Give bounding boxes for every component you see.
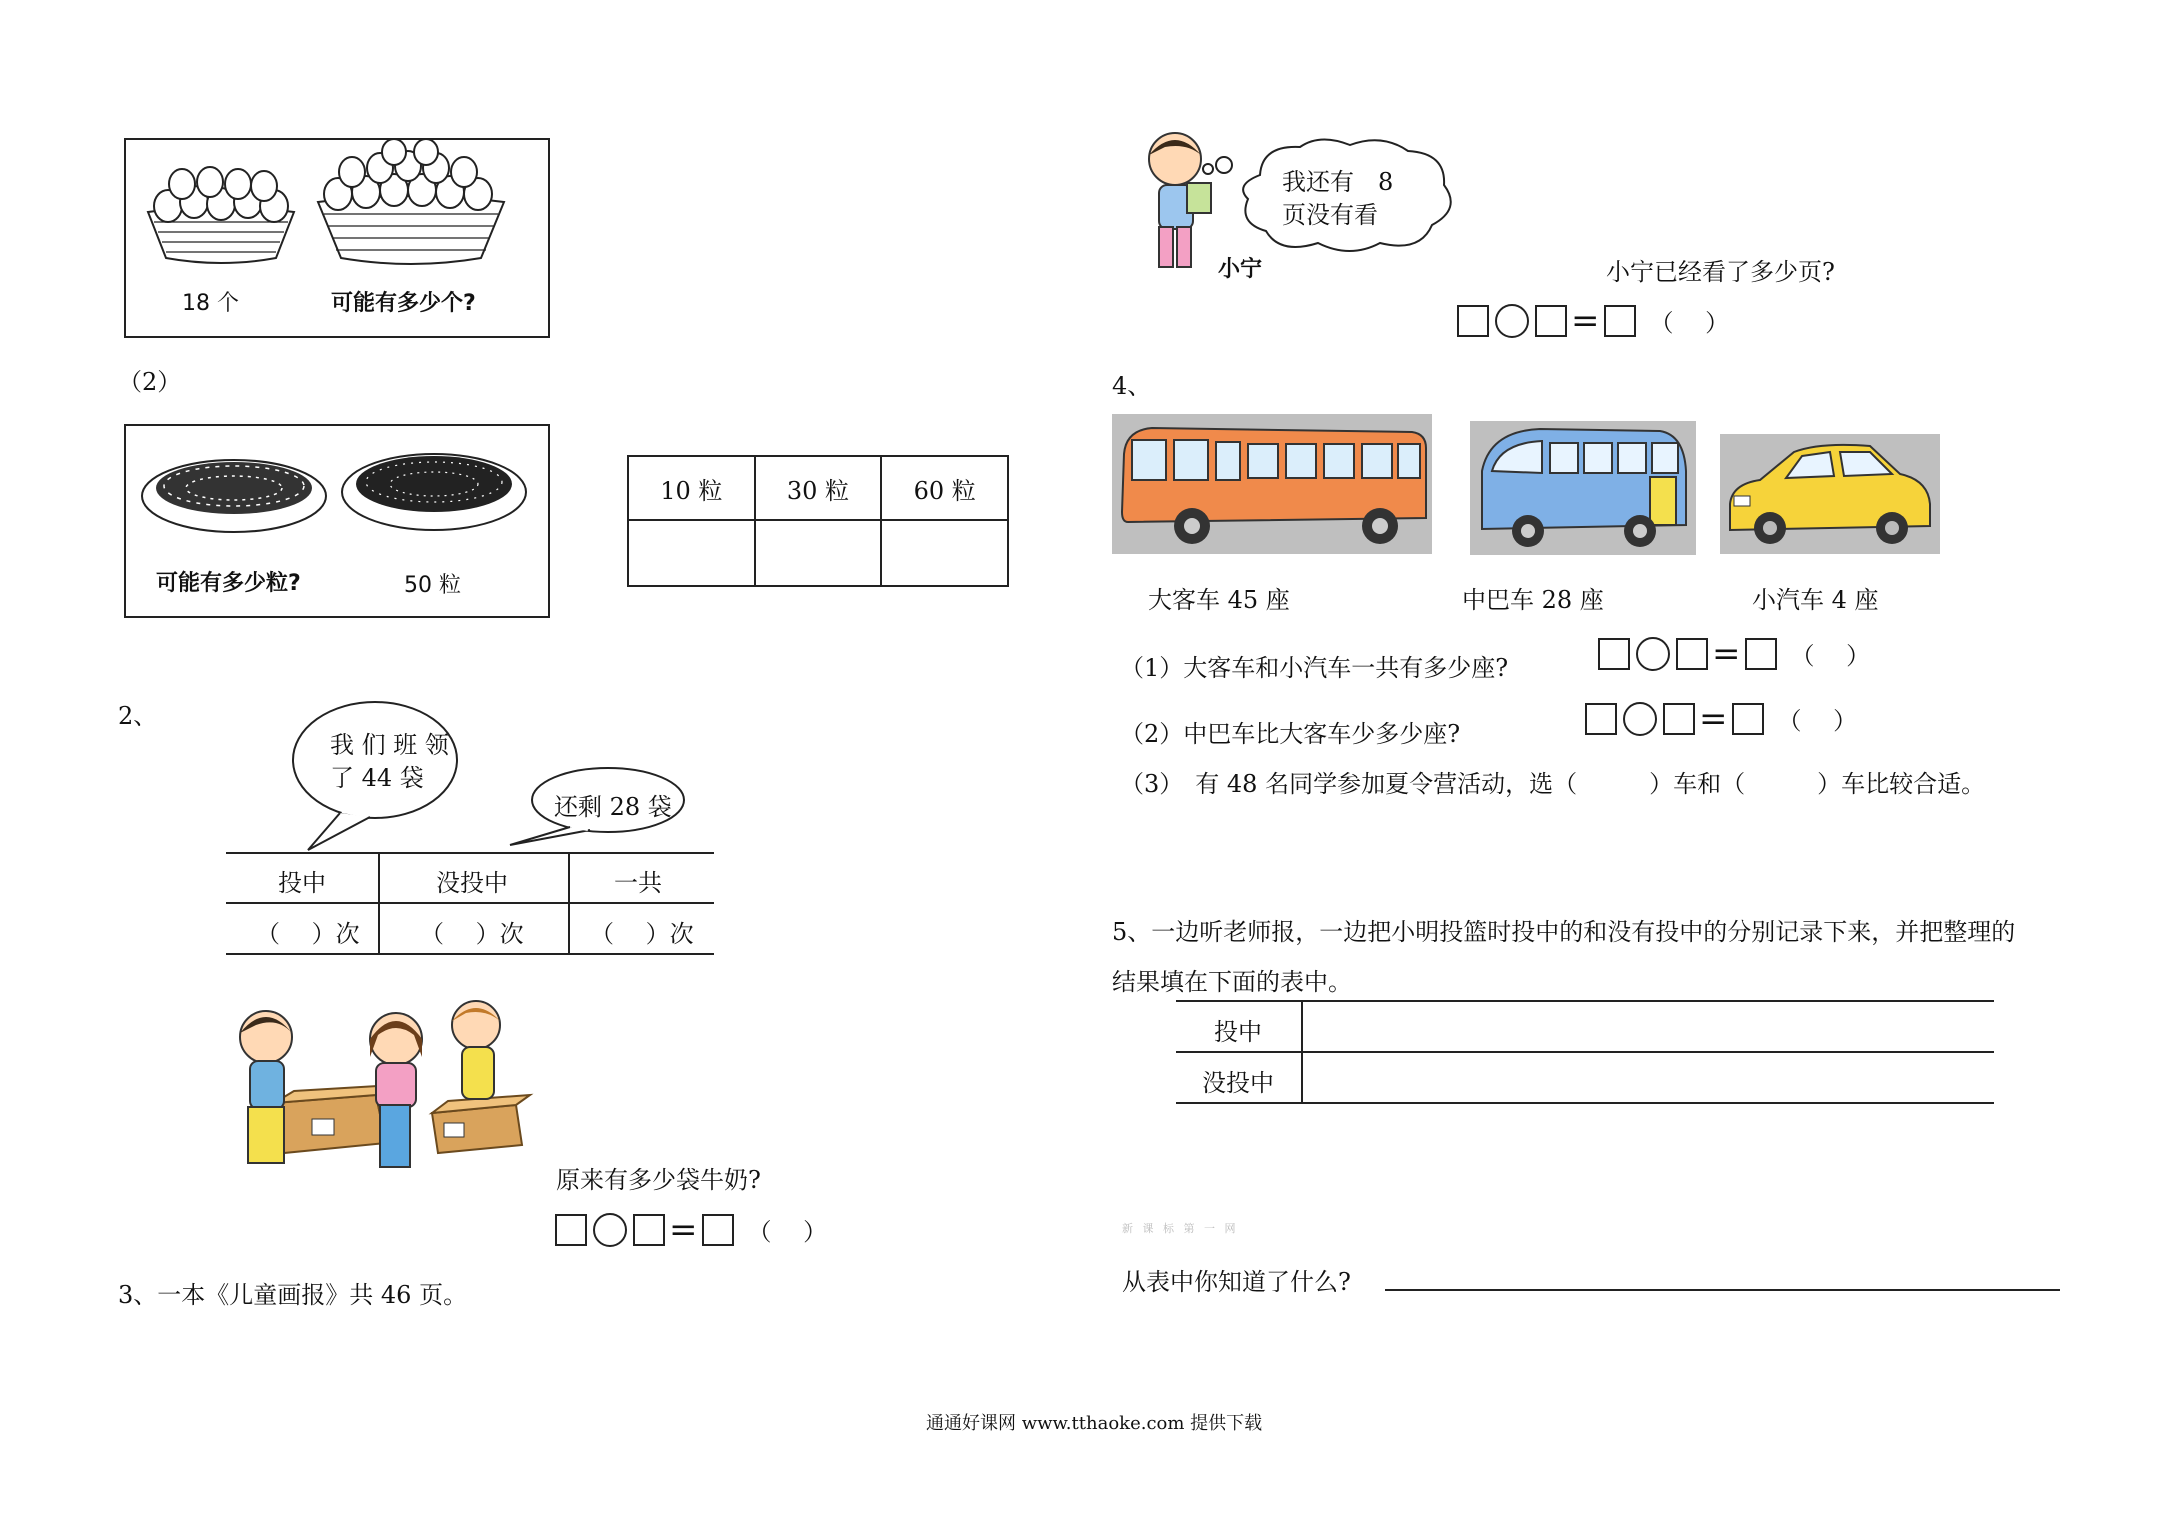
- q4-sub2-equation: = （ ）: [1585, 701, 1857, 736]
- table-divider: [378, 852, 380, 955]
- footer-text: 通通好课网 www.tthaoke.com 提供下载: [926, 1413, 1263, 1434]
- q3-text: 3、一本《儿童画报》共 46 页。: [118, 1281, 468, 1309]
- equation-box[interactable]: [555, 1214, 587, 1246]
- equation-box[interactable]: [1535, 305, 1567, 337]
- equation-result-box[interactable]: [1732, 703, 1764, 735]
- q4-sub3: （3） 有 48 名同学参加夏令营活动，选（ ）车和（ ）车比较合适。: [1120, 770, 1986, 798]
- record-row-miss: 没投中: [1202, 1069, 1274, 1097]
- q5-question: 从表中你知道了什么?: [1122, 1268, 1351, 1296]
- faint-watermark: 新 课 标 第 一 网: [1122, 1222, 1239, 1235]
- operator-circle[interactable]: [1623, 702, 1657, 736]
- table-top-rule: [226, 852, 714, 854]
- answer-cell[interactable]: [628, 520, 755, 586]
- table-mid-rule: [226, 902, 714, 904]
- option-cell: 60 粒: [881, 456, 1008, 520]
- minibus-illustration: [1470, 421, 1696, 555]
- egg-basket-illustration: [126, 140, 548, 290]
- unit-paren[interactable]: （ ）: [747, 1218, 828, 1246]
- equation-result-box[interactable]: [702, 1214, 734, 1246]
- bubble1-line1: 我 们 班 领: [330, 731, 449, 759]
- answer-line[interactable]: [1385, 1289, 2060, 1291]
- question-number: 2、: [118, 702, 158, 730]
- record-table-divider: [1301, 1000, 1303, 1104]
- option-cell: 30 粒: [755, 456, 882, 520]
- vehicle-label-minibus: 中巴车 28 座: [1462, 586, 1604, 614]
- equation-box[interactable]: [1663, 703, 1695, 735]
- operator-circle[interactable]: [1636, 637, 1670, 671]
- answer-cell-miss[interactable]: （ ）次: [420, 920, 524, 948]
- answer-cell[interactable]: [881, 520, 1008, 586]
- q5-line2: 结果填在下面的表中。: [1112, 968, 1352, 996]
- q4-sub1: （1）大客车和小汽车一共有多少座?: [1120, 654, 1509, 682]
- header-miss: 没投中: [436, 869, 508, 897]
- answer-cell-hit[interactable]: （ ）次: [256, 920, 360, 948]
- question-number: 4、: [1112, 372, 1152, 400]
- bean-plates-figure: [124, 424, 550, 618]
- bean-question-label: 可能有多少粒?: [156, 571, 301, 596]
- operator-circle[interactable]: [1495, 304, 1529, 338]
- milk-question: 原来有多少袋牛奶?: [556, 1166, 761, 1194]
- bean-options-table: [627, 455, 1009, 587]
- equation-result-box[interactable]: [1604, 305, 1636, 337]
- egg-count-label: 18 个: [182, 291, 239, 316]
- cloud-line1: 我还有 8: [1282, 168, 1394, 196]
- unit-paren[interactable]: （ ）: [1777, 707, 1858, 735]
- car-illustration: [1720, 434, 1940, 554]
- egg-question-label: 可能有多少个?: [331, 291, 476, 316]
- cloud-line2: 页没有看: [1282, 201, 1378, 229]
- record-row-hit: 投中: [1214, 1018, 1262, 1046]
- egg-baskets-figure: [124, 138, 550, 338]
- answer-cell-total[interactable]: （ ）次: [590, 920, 694, 948]
- equation-box[interactable]: [1676, 638, 1708, 670]
- unit-paren[interactable]: （ ）: [1790, 642, 1871, 670]
- children-milk-boxes-illustration: [226, 995, 536, 1180]
- character-name: 小宁: [1218, 257, 1263, 282]
- q4-sub1-equation: = （ ）: [1598, 636, 1870, 671]
- unit-paren[interactable]: （ ）: [1649, 309, 1730, 337]
- record-input-miss[interactable]: [1306, 1055, 1992, 1099]
- vehicle-label-car: 小汽车 4 座: [1752, 586, 1879, 614]
- bubble1-line2: 了 44 袋: [330, 764, 424, 792]
- header-total: 一共: [614, 869, 662, 897]
- vehicle-label-bus: 大客车 45 座: [1148, 586, 1290, 614]
- table-divider: [568, 852, 570, 955]
- q5-line1: 5、一边听老师报，一边把小明投篮时投中的和没有投中的分别记录下来，并把整理的: [1112, 918, 2016, 946]
- option-cell: 10 粒: [628, 456, 755, 520]
- q4-sub2: （2）中巴车比大客车少多少座?: [1120, 720, 1461, 748]
- equation-box[interactable]: [1457, 305, 1489, 337]
- equation-box[interactable]: [1598, 638, 1630, 670]
- q1-part2-label: （2）: [118, 368, 182, 396]
- answer-cell[interactable]: [755, 520, 882, 586]
- big-bus-illustration: [1112, 414, 1432, 554]
- record-table-rule: [1176, 1000, 1994, 1002]
- table-bottom-rule: [226, 953, 714, 955]
- equation-result-box[interactable]: [1745, 638, 1777, 670]
- equation-box[interactable]: [633, 1214, 665, 1246]
- bubble2-text: 还剩 28 袋: [554, 793, 672, 821]
- record-table-rule: [1176, 1102, 1994, 1104]
- bean-count-label: 50 粒: [404, 573, 461, 598]
- pages-question: 小宁已经看了多少页?: [1606, 258, 1835, 286]
- milk-equation: = （ ）: [555, 1212, 827, 1247]
- header-hit: 投中: [278, 869, 326, 897]
- operator-circle[interactable]: [593, 1213, 627, 1247]
- record-input-hit[interactable]: [1306, 1004, 1992, 1048]
- bean-plates-illustration: [126, 426, 548, 566]
- record-table-rule: [1176, 1051, 1994, 1053]
- pages-equation: = （ ）: [1457, 303, 1729, 338]
- equation-box[interactable]: [1585, 703, 1617, 735]
